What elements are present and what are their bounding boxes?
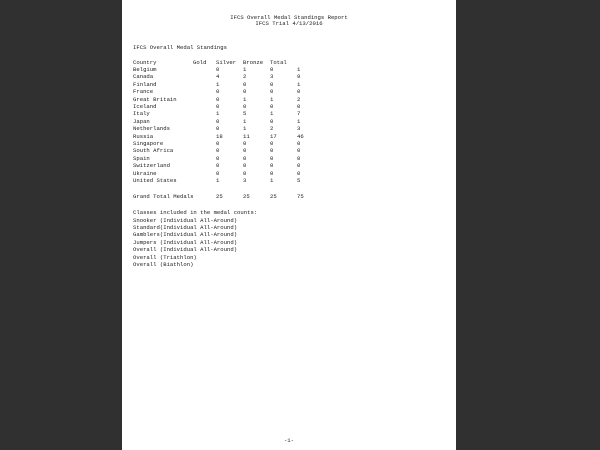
cell-gold: 0: [216, 117, 220, 125]
cell-country: Iceland: [133, 103, 157, 110]
cell-bronze: 0: [270, 88, 274, 96]
viewer-background-left: [0, 0, 122, 450]
cell-silver: 0: [243, 88, 247, 96]
cell-bronze: 0: [270, 117, 274, 125]
cell-gold: 0: [216, 103, 220, 110]
cell-bronze: 1: [270, 110, 274, 118]
cell-total: 5: [297, 177, 301, 184]
column-header-bronze: Bronze: [243, 59, 264, 66]
class-item: Overall (Triathlon): [133, 253, 197, 261]
class-item: Overall (Biathlon): [133, 260, 194, 268]
cell-silver: 3: [243, 177, 247, 184]
cell-bronze: 0: [270, 162, 274, 170]
cell-country: Canada: [133, 73, 154, 81]
section-heading: IFCS Overall Medal Standings: [133, 44, 227, 51]
class-item: Snooker (Individual All-Around): [133, 216, 238, 224]
cell-country: Russia: [133, 132, 154, 140]
cell-bronze: 0: [270, 80, 274, 88]
cell-country: Singapore: [133, 140, 164, 147]
cell-silver: 0: [243, 103, 247, 110]
cell-total: 1: [297, 80, 301, 88]
cell-silver: 1: [243, 117, 247, 125]
cell-bronze: 17: [270, 132, 277, 140]
column-header-total: Total: [270, 59, 287, 66]
grand-total-total: 75: [297, 193, 304, 200]
cell-total: 0: [297, 88, 301, 96]
cell-total: 0: [297, 169, 301, 177]
cell-silver: 0: [243, 162, 247, 170]
cell-total: 9: [297, 73, 301, 81]
cell-silver: 5: [243, 110, 247, 118]
page-number: -1-: [283, 437, 295, 444]
cell-gold: 0: [216, 66, 220, 73]
class-item: Gamblers(Individual All-Around): [133, 231, 238, 239]
cell-country: Italy: [133, 110, 150, 118]
cell-country: United States: [133, 177, 177, 184]
grand-total-label: Grand Total Medals: [133, 193, 194, 200]
cell-gold: 0: [216, 162, 220, 170]
cell-total: 1: [297, 117, 301, 125]
column-header-country: Country: [133, 59, 157, 66]
cell-total: 3: [297, 125, 301, 133]
cell-country: Spain: [133, 154, 150, 162]
cell-country: Netherlands: [133, 125, 170, 133]
cell-total: 0: [297, 154, 301, 162]
cell-gold: 4: [216, 73, 220, 81]
grand-total-gold: 25: [216, 193, 223, 200]
cell-bronze: 2: [270, 125, 274, 133]
viewer-background-right: [456, 0, 600, 450]
cell-gold: 1: [216, 110, 220, 118]
cell-total: 0: [297, 162, 301, 170]
cell-silver: 0: [243, 169, 247, 177]
cell-bronze: 1: [270, 177, 274, 184]
cell-gold: 0: [216, 125, 220, 133]
cell-silver: 1: [243, 95, 247, 103]
cell-total: 1: [297, 66, 301, 73]
cell-silver: 0: [243, 154, 247, 162]
cell-country: France: [133, 88, 154, 96]
cell-bronze: 0: [270, 66, 274, 73]
cell-gold: 0: [216, 140, 220, 147]
cell-silver: 0: [243, 140, 247, 147]
cell-bronze: 0: [270, 154, 274, 162]
class-item: Jumpers (Individual All-Around): [133, 238, 238, 246]
class-item: Overall (Individual All-Around): [133, 246, 238, 254]
cell-bronze: 0: [270, 103, 274, 110]
cell-gold: 0: [216, 154, 220, 162]
cell-gold: 0: [216, 95, 220, 103]
cell-total: 0: [297, 103, 301, 110]
cell-gold: 1: [216, 80, 220, 88]
cell-country: Finland: [133, 80, 157, 88]
cell-bronze: 1: [270, 95, 274, 103]
cell-country: Switzerland: [133, 162, 170, 170]
cell-gold: 0: [216, 169, 220, 177]
report-title: IFCS Overall Medal Standings Report: [230, 14, 348, 21]
cell-country: Japan: [133, 117, 150, 125]
cell-bronze: 0: [270, 169, 274, 177]
cell-bronze: 0: [270, 140, 274, 147]
cell-country: Ukraine: [133, 169, 157, 177]
cell-total: 0: [297, 140, 301, 147]
column-header-silver: Silver: [216, 59, 237, 66]
cell-bronze: 0: [270, 147, 274, 155]
grand-total-bronze: 25: [270, 193, 277, 200]
document-page: [122, 0, 456, 450]
cell-bronze: 3: [270, 73, 274, 81]
classes-heading: Classes included in the medal counts:: [133, 209, 258, 216]
cell-gold: 1: [216, 177, 220, 184]
cell-total: 0: [297, 147, 301, 155]
cell-country: Great Britain: [133, 95, 177, 103]
cell-gold: 0: [216, 147, 220, 155]
report-subtitle: IFCS Trial 4/13/2016: [255, 20, 323, 27]
cell-silver: 0: [243, 80, 247, 88]
cell-gold: 0: [216, 88, 220, 96]
cell-country: South Africa: [133, 147, 174, 155]
cell-total: 2: [297, 95, 301, 103]
cell-total: 46: [297, 132, 304, 140]
cell-total: 7: [297, 110, 301, 118]
cell-silver: 1: [243, 66, 247, 73]
class-item: Standard(Individual All-Around): [133, 223, 238, 231]
cell-silver: 11: [243, 132, 250, 140]
cell-gold: 18: [216, 132, 223, 140]
cell-country: Belgium: [133, 66, 157, 73]
column-header-gold: Gold: [193, 59, 207, 66]
grand-total-silver: 25: [243, 193, 250, 200]
cell-silver: 2: [243, 73, 247, 81]
cell-silver: 0: [243, 147, 247, 155]
cell-silver: 1: [243, 125, 247, 133]
